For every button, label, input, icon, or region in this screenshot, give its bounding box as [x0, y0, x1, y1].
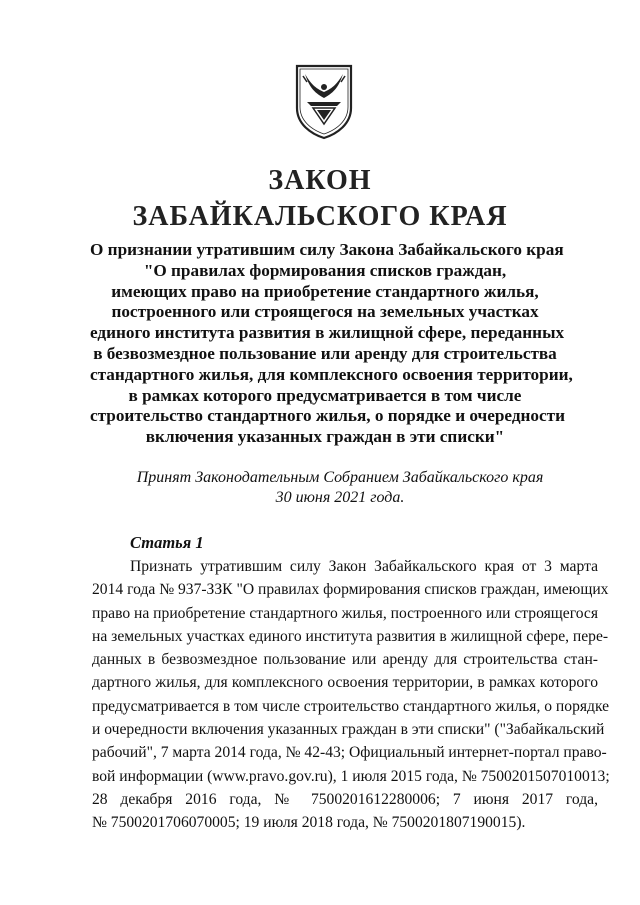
- article-heading: Статья 1: [130, 533, 204, 552]
- article-line: на земельных участках единого института развития в жилищной сфере, пере-: [92, 627, 609, 645]
- subtitle-line: О признании утратившим силу Закона Забайкальского края: [90, 240, 564, 259]
- subtitle-line: "О правилах формирования списков граждан,: [143, 260, 507, 280]
- article-line: предусматривается в том числе строительство стандартного жилья, о порядке: [92, 697, 610, 715]
- subtitle-line: включения указанных граждан в эти списки": [145, 427, 505, 447]
- subtitle-line: построенного или строящегося на земельных участках: [111, 302, 539, 322]
- article-line: вой информации (www.pravo.gov.ru), 1 июля 2015 года, № 7500201507010013;: [92, 767, 610, 785]
- law-region-title: ЗАБАЙКАЛЬСКОГО КРАЯ: [132, 201, 508, 232]
- article-line: право на приобретение стандартного жилья, построенного или строящегося: [92, 604, 598, 622]
- article-line: рабочий", 7 марта 2014 года, № 42-43; Официальный интернет-портал право-: [92, 744, 607, 762]
- article-line: № 7500201706070005; 19 июля 2018 года, № 7500201807190015).: [92, 814, 526, 832]
- subtitle-line: в безвозмездное пользование или аренду для строительства: [93, 343, 557, 363]
- law-title: ЗАКОН: [268, 165, 372, 196]
- subtitle-line: стандартного жилья, для комплексного освоения территории,: [90, 364, 573, 384]
- adoption-line: Принят Законодательным Собранием Забайкальского края: [136, 469, 544, 486]
- article-line: Признать утратившим силу Закон Забайкальского края от 3 марта: [130, 558, 598, 575]
- law-subtitle: [90, 240, 573, 448]
- subtitle-line: единого института развития в жилищной сфере, переданных: [90, 323, 565, 343]
- subtitle-line: строительство стандартного жилья, о порядке и очередности: [90, 406, 565, 426]
- article-line: дартного жилья, для комплексного освоения территории, в рамках которого: [92, 674, 598, 692]
- subtitle-line: имеющих право на приобретение стандартного жилья,: [111, 281, 539, 301]
- adoption-date: 30 июня 2021 года.: [275, 489, 405, 506]
- article-line: 2014 года № 937-ЗЗК "О правилах формирования списков граждан, имеющих: [92, 581, 609, 599]
- article-line: данных в безвозмездное пользование или аренду для строительства стан-: [92, 651, 598, 669]
- article-line: 28 декабря 2016 года, № 7500201612280006; 7 июня 2017 года,: [92, 790, 598, 808]
- coat-of-arms-icon: [293, 62, 355, 140]
- subtitle-line: в рамках которого предусматривается в том числе: [128, 385, 522, 405]
- adoption-note: [120, 468, 560, 508]
- article-line: и очередности включения указанных граждан в эти списки" ("Забайкальский: [92, 721, 605, 739]
- article-body: [92, 555, 610, 835]
